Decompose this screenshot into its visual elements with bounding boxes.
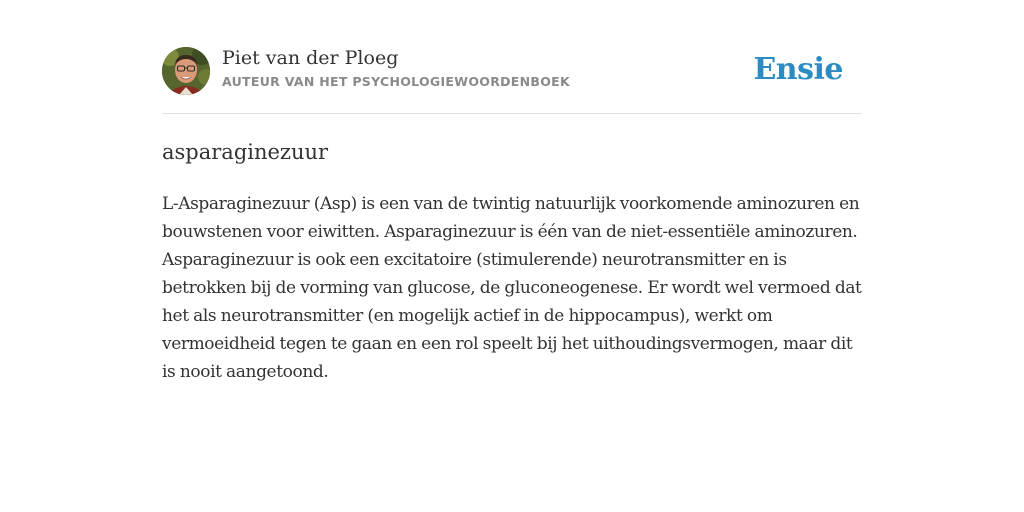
- entry-definition: L-Asparaginezuur (Asp) is een van de twintig natuurlijk voorkomende aminozuren en bouwstenen voor eiwitten. Asparaginezuur is één van de niet-essentiële aminozuren. Asparaginezuur is ook een excitatoire (stimulerende) neurotransmitter en is betrokken bij de vorming van glucose, de gluconeogenese. Er wordt wel vermoed dat het als neurotransmitter (en mogelijk actief in de hippocampus), werkt om vermoeidheid tegen te gaan en een rol speelt bij het uithoudingsvermogen, maar dit is nooit aangetoond.: [162, 194, 862, 382]
- author-name[interactable]: Piet van der Ploeg: [222, 47, 399, 69]
- entry-term: asparaginezuur: [162, 140, 329, 164]
- header-divider: [162, 113, 862, 114]
- author-avatar[interactable]: [162, 47, 210, 95]
- author-header: [162, 46, 862, 96]
- entry-card: [162, 0, 862, 512]
- ensie-logo[interactable]: Ensie: [753, 52, 843, 87]
- author-subtitle: AUTEUR VAN HET PSYCHOLOGIEWOORDENBOEK: [222, 74, 570, 89]
- author-photo: [162, 47, 210, 95]
